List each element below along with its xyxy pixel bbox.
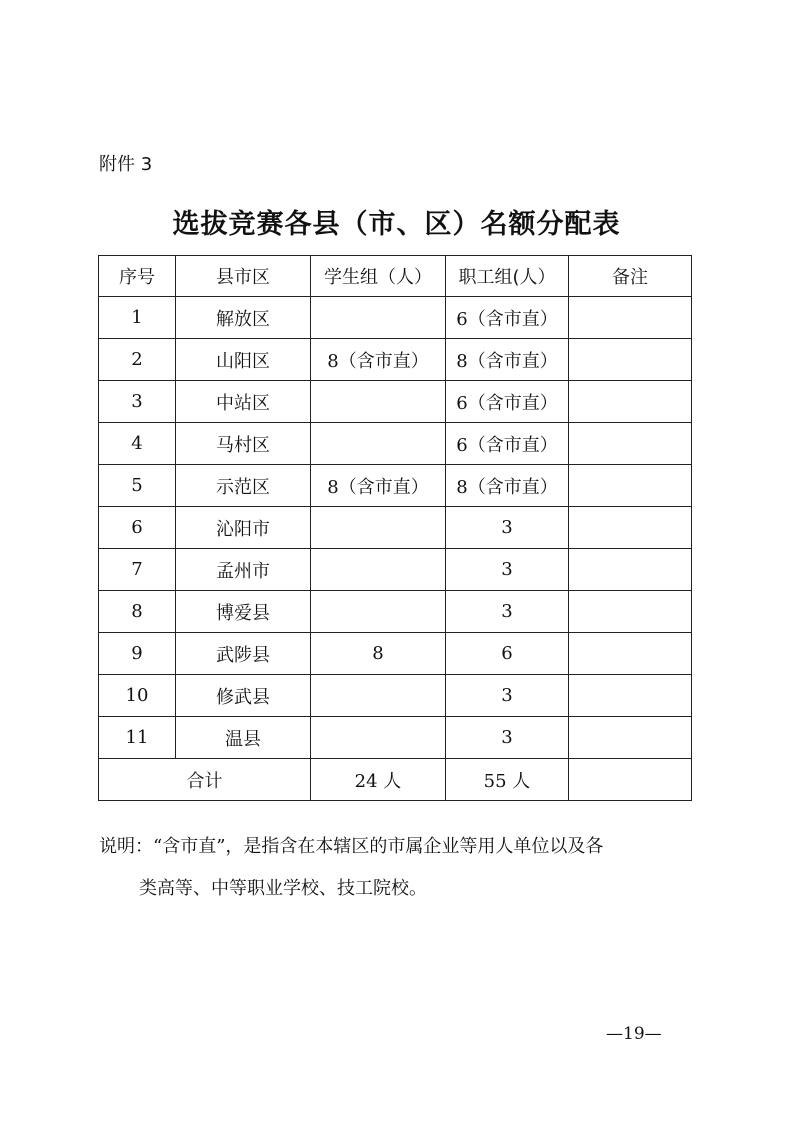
cell-index: 10	[99, 675, 176, 717]
cell-remark	[569, 633, 692, 675]
header-district: 县市区	[176, 256, 311, 297]
cell-district: 示范区	[176, 465, 311, 507]
cell-index: 2	[99, 339, 176, 381]
table-row	[99, 549, 692, 591]
cell-student-group	[311, 591, 446, 633]
cell-district: 沁阳市	[176, 507, 311, 549]
quota-table	[98, 255, 692, 801]
cell-index: 5	[99, 465, 176, 507]
cell-district: 山阳区	[176, 339, 311, 381]
table-row	[99, 591, 692, 633]
cell-worker-group: 6（含市直）	[446, 423, 569, 465]
note-line-1: 说明：“含市直”，是指含在本辖区的市属企业等用人单位以及各	[99, 836, 604, 857]
cell-worker-group: 3	[446, 507, 569, 549]
cell-district: 武陟县	[176, 633, 311, 675]
header-remark: 备注	[569, 256, 692, 297]
cell-index: 8	[99, 591, 176, 633]
table-row	[99, 507, 692, 549]
cell-district: 孟州市	[176, 549, 311, 591]
cell-student-group	[311, 423, 446, 465]
cell-index: 11	[99, 717, 176, 759]
table-body	[99, 297, 692, 759]
cell-worker-group: 8（含市直）	[446, 465, 569, 507]
cell-index: 7	[99, 549, 176, 591]
cell-district: 温县	[176, 717, 311, 759]
cell-student-group	[311, 549, 446, 591]
table-row	[99, 465, 692, 507]
total-workers: 55 人	[446, 759, 569, 801]
cell-district: 中站区	[176, 381, 311, 423]
cell-worker-group: 3	[446, 675, 569, 717]
cell-student-group	[311, 507, 446, 549]
cell-district: 博爱县	[176, 591, 311, 633]
cell-worker-group: 3	[446, 549, 569, 591]
cell-index: 9	[99, 633, 176, 675]
table-header-row	[99, 256, 692, 297]
cell-student-group	[311, 675, 446, 717]
cell-district: 马村区	[176, 423, 311, 465]
cell-remark	[569, 591, 692, 633]
total-students: 24 人	[311, 759, 446, 801]
table-row	[99, 297, 692, 339]
cell-remark	[569, 339, 692, 381]
cell-worker-group: 3	[446, 591, 569, 633]
cell-remark	[569, 549, 692, 591]
table-row	[99, 339, 692, 381]
table-row	[99, 423, 692, 465]
table-row	[99, 717, 692, 759]
cell-remark	[569, 465, 692, 507]
header-worker-group: 职工组(人）	[446, 256, 569, 297]
cell-remark	[569, 381, 692, 423]
cell-worker-group: 3	[446, 717, 569, 759]
table-row	[99, 633, 692, 675]
attachment-label: 附件 3	[99, 154, 153, 175]
total-remark	[569, 759, 692, 801]
page-number: —19—	[606, 1024, 662, 1044]
header-student-group: 学生组（人）	[311, 256, 446, 297]
cell-worker-group: 6	[446, 633, 569, 675]
cell-worker-group: 6（含市直）	[446, 297, 569, 339]
cell-index: 1	[99, 297, 176, 339]
total-label: 合计	[99, 759, 311, 801]
table-row	[99, 675, 692, 717]
cell-index: 3	[99, 381, 176, 423]
cell-remark	[569, 423, 692, 465]
cell-remark	[569, 675, 692, 717]
note-line-2: 类高等、中等职业学校、技工院校。	[139, 878, 427, 899]
cell-district: 解放区	[176, 297, 311, 339]
note	[99, 826, 699, 910]
cell-index: 6	[99, 507, 176, 549]
cell-student-group: 8（含市直）	[311, 465, 446, 507]
cell-student-group: 8	[311, 633, 446, 675]
page-title: 选拔竞赛各县（市、区）名额分配表	[172, 209, 621, 240]
cell-student-group	[311, 297, 446, 339]
total-row	[99, 759, 692, 801]
cell-district: 修武县	[176, 675, 311, 717]
cell-worker-group: 6（含市直）	[446, 381, 569, 423]
cell-remark	[569, 297, 692, 339]
cell-remark	[569, 507, 692, 549]
header-index: 序号	[99, 256, 176, 297]
table-row	[99, 381, 692, 423]
cell-index: 4	[99, 423, 176, 465]
cell-student-group: 8（含市直）	[311, 339, 446, 381]
cell-remark	[569, 717, 692, 759]
cell-student-group	[311, 717, 446, 759]
cell-worker-group: 8（含市直）	[446, 339, 569, 381]
cell-student-group	[311, 381, 446, 423]
